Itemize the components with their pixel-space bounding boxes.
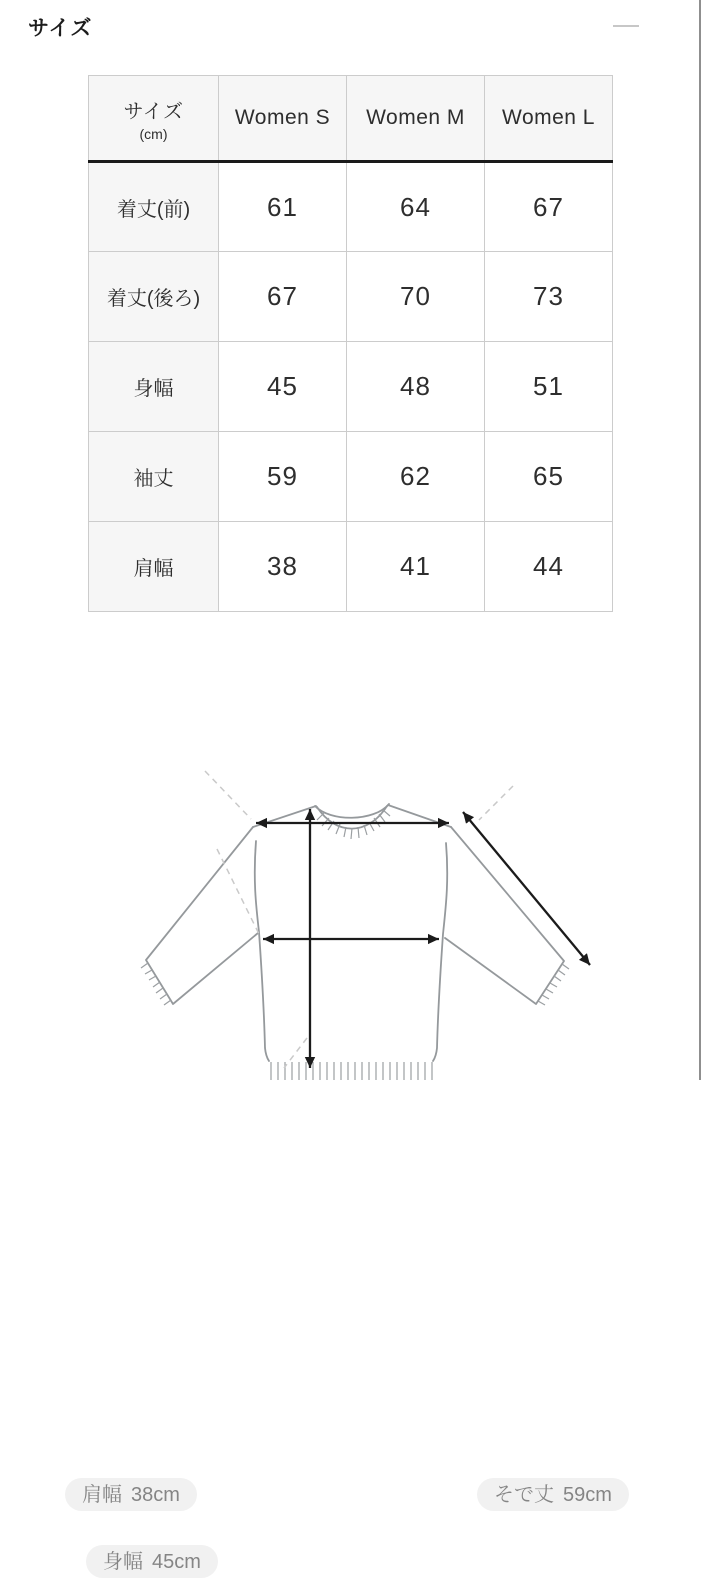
size-value-cell: 45 [219,342,347,432]
table-row [89,522,613,612]
pill-label: 肩幅 [82,1484,122,1506]
pill-value: 45cm [152,1551,201,1573]
size-value-cell: 48 [347,342,485,432]
shoulder-width-label-pill [65,1478,197,1511]
row-label: 身幅 [89,342,219,432]
sweater-measurement-diagram [0,728,701,1080]
column-header-women-s: Women S [219,76,347,162]
measurement-diagram [0,728,701,1573]
size-table [88,75,613,612]
row-label: 着丈(前) [89,162,219,252]
sleeve-length-arrow [463,812,590,965]
size-value-cell: 67 [219,252,347,342]
table-row [89,162,613,252]
size-value-cell: 51 [485,342,613,432]
row-label: 肩幅 [89,522,219,612]
pill-value: 59cm [563,1484,612,1506]
size-value-cell: 64 [347,162,485,252]
measurement-arrows [256,809,590,1068]
sweater-outline [146,804,564,1061]
size-value-cell: 38 [219,522,347,612]
section-title: サイズ [28,17,93,40]
row-label: 着丈(後ろ) [89,252,219,342]
size-value-cell: 70 [347,252,485,342]
table-row [89,342,613,432]
size-value-cell: 62 [347,432,485,522]
collapse-minus-icon[interactable] [613,25,639,27]
size-value-cell: 44 [485,522,613,612]
size-table-header-row [89,76,613,162]
row-label: 袖丈 [89,432,219,522]
size-table-corner-cell [89,76,219,162]
size-value-cell: 61 [219,162,347,252]
column-header-women-m: Women M [347,76,485,162]
size-value-cell: 41 [347,522,485,612]
pill-label: そで丈 [494,1484,554,1506]
table-row [89,432,613,522]
corner-label: サイズ [123,100,184,123]
body-width-label-pill [86,1545,218,1578]
size-value-cell: 73 [485,252,613,342]
table-row [89,252,613,342]
size-value-cell: 67 [485,162,613,252]
pill-label: 身幅 [103,1551,143,1573]
size-value-cell: 65 [485,432,613,522]
sleeve-length-label-pill [477,1478,629,1511]
pill-value: 38cm [131,1484,180,1506]
size-value-cell: 59 [219,432,347,522]
column-header-women-l: Women L [485,76,613,162]
corner-unit: (cm) [139,125,168,142]
ribbing-ticks [141,810,569,1080]
